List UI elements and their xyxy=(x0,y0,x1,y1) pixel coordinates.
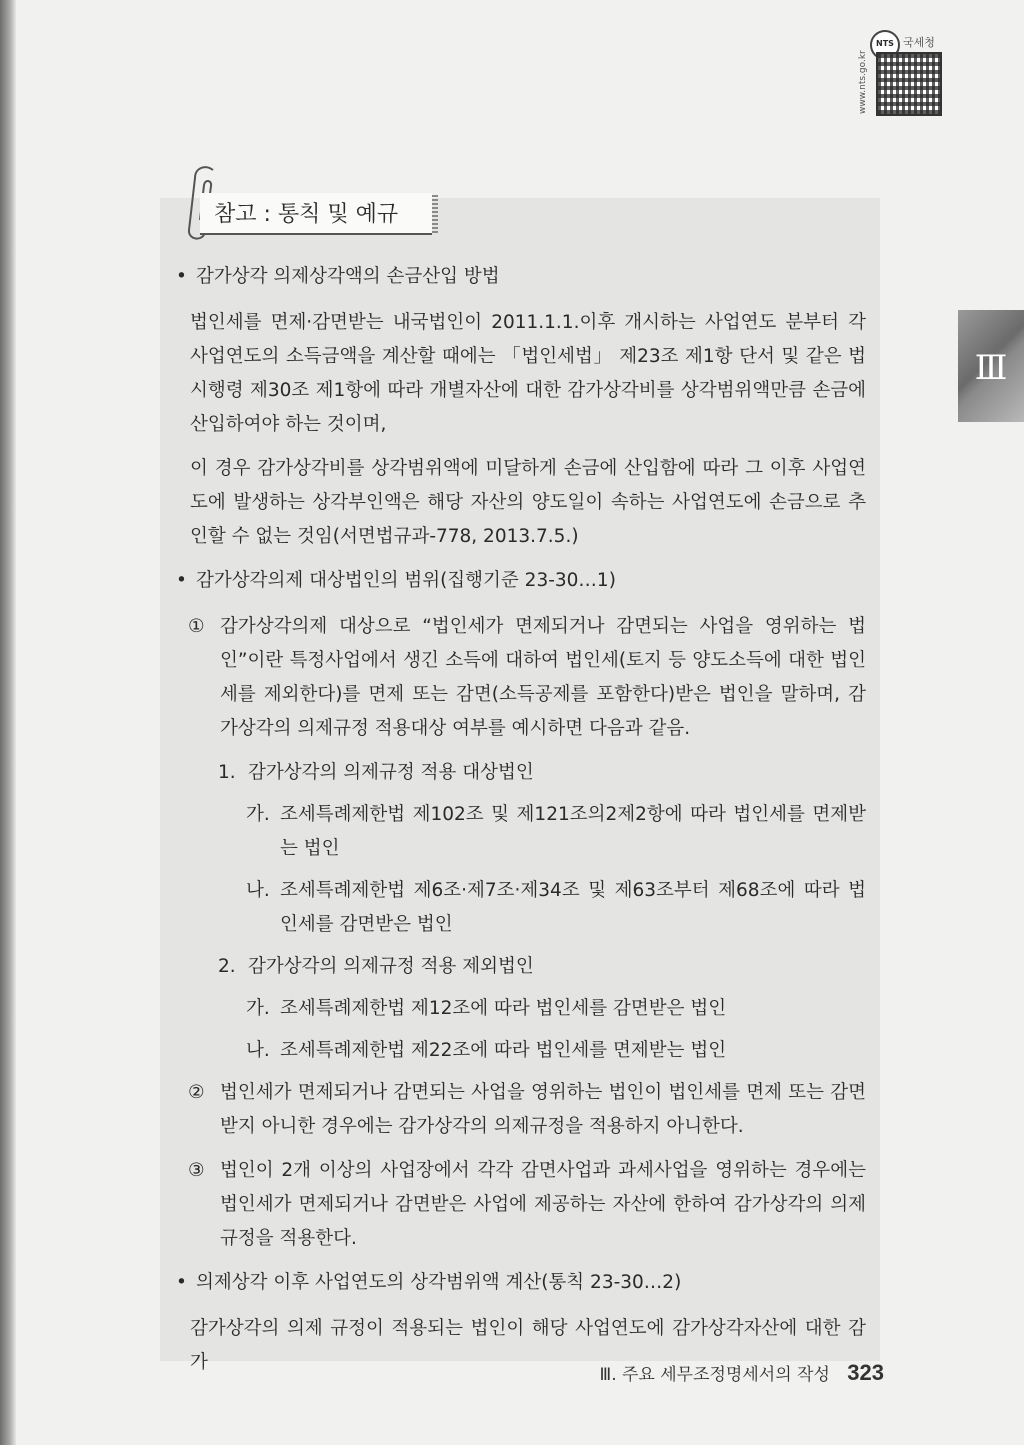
qr-code-icon[interactable] xyxy=(876,52,942,116)
section-heading: • 감가상각 의제상각액의 손금산입 방법 xyxy=(176,260,866,294)
sub-list-marker: 가. xyxy=(246,998,270,1019)
chapter-tab xyxy=(958,310,1024,422)
sub-list-marker: 가. xyxy=(246,804,270,825)
paragraph: 이 경우 감가상각비를 상각범위액에 미달하게 손금에 산입함에 따라 그 이후 사업연도에 발생하는 상각부인액은 해당 자산의 양도일이 속하는 사업연도에 손금으로 추인할 수 없는 것임(서면법규과-778, 2013.7.5.) xyxy=(190,458,866,547)
item-marker: ② xyxy=(188,1082,205,1103)
page-footer xyxy=(599,1360,884,1386)
list-item xyxy=(176,950,866,984)
numbered-item xyxy=(176,1154,866,1256)
sub-list-text: 조세특례제한법 제6조·제7조·제34조 및 제63조부터 제68조에 따라 법인세를 감면받은 법인 xyxy=(280,880,866,935)
item-text: 법인이 2개 이상의 사업장에서 각각 감면사업과 과세사업을 영위하는 경우에는 법인세가 면제되거나 감면받은 사업에 제공하는 자산에 한하여 감가상각의 의제규정을 적용한다. xyxy=(220,1160,866,1249)
list-item xyxy=(176,756,866,790)
sub-list-item xyxy=(176,798,866,866)
paragraph: 감가상각의 의제 규정이 적용되는 법인이 해당 사업연도에 감가상각자산에 대한 감가 xyxy=(190,1318,866,1373)
sub-list-text: 조세특례제한법 제12조에 따라 법인세를 감면받은 법인 xyxy=(280,998,727,1019)
agency-name: 국세청 xyxy=(903,36,935,49)
sub-list-marker: 나. xyxy=(246,1040,270,1061)
sub-list-marker: 나. xyxy=(246,880,270,901)
sub-list-text: 조세특례제한법 제102조 및 제121조의2제2항에 따라 법인세를 면제받는 법인 xyxy=(280,804,866,859)
numbered-item xyxy=(176,1076,866,1144)
item-marker: ③ xyxy=(188,1160,205,1181)
nts-logo-icon: NTS xyxy=(870,30,900,60)
chapter-tab-label: Ⅲ xyxy=(974,348,1008,388)
list-marker: 1. xyxy=(218,762,236,783)
page-number: 323 xyxy=(847,1360,884,1385)
numbered-item xyxy=(176,610,866,746)
agency-url: www.nts.go.kr xyxy=(858,50,868,114)
sub-list-item xyxy=(176,1034,866,1068)
list-text: 감가상각의 의제규정 적용 대상법인 xyxy=(248,762,534,783)
item-text: 감가상각의제 대상으로 “법인세가 면제되거나 감면되는 사업을 영위하는 법인”이란 특정사업에서 생긴 소득에 대하여 법인세(토지 등 양도소득에 대한 법인세를 제외한다)를 면제 또는 감면(소득공제를 포함한다)받은 법인을 말하며, 감가상각의 의제규정 적용대상 여부를 예시하면 다음과 같음. xyxy=(220,616,866,739)
reference-title: 참고 : 통칙 및 예규 xyxy=(200,193,432,235)
section-heading: • 감가상각의제 대상법인의 범위(집행기준 23-30…1) xyxy=(176,564,866,598)
section-heading: • 의제상각 이후 사업연도의 상각범위액 계산(통칙 23-30…2) xyxy=(176,1266,866,1300)
list-marker: 2. xyxy=(218,956,236,977)
sub-list-item xyxy=(176,992,866,1026)
reference-content xyxy=(176,260,866,1390)
item-text: 법인세가 면제되거나 감면되는 사업을 영위하는 법인이 법인세를 면제 또는 감면받지 아니한 경우에는 감가상각의 의제규정을 적용하지 아니한다. xyxy=(220,1082,866,1137)
sub-list-item xyxy=(176,874,866,942)
page-binding-shadow xyxy=(0,0,16,1445)
list-text: 감가상각의 의제규정 적용 제외법인 xyxy=(248,956,534,977)
paragraph: 법인세를 면제·감면받는 내국법인이 2011.1.1.이후 개시하는 사업연도 분부터 각 사업연도의 소득금액을 계산할 때에는 「법인세법」 제23조 제1항 단서 및 같은 법 시행령 제30조 제1항에 따라 개별자산에 대한 감가상각비를 상각범위액만큼 손금에 산입하여야 하는 것이며, xyxy=(190,312,866,435)
sub-list-text: 조세특례제한법 제22조에 따라 법인세를 면제받는 법인 xyxy=(280,1040,727,1061)
item-marker: ① xyxy=(188,616,205,637)
footer-chapter-title: Ⅲ. 주요 세무조정명세서의 작성 xyxy=(599,1365,830,1385)
